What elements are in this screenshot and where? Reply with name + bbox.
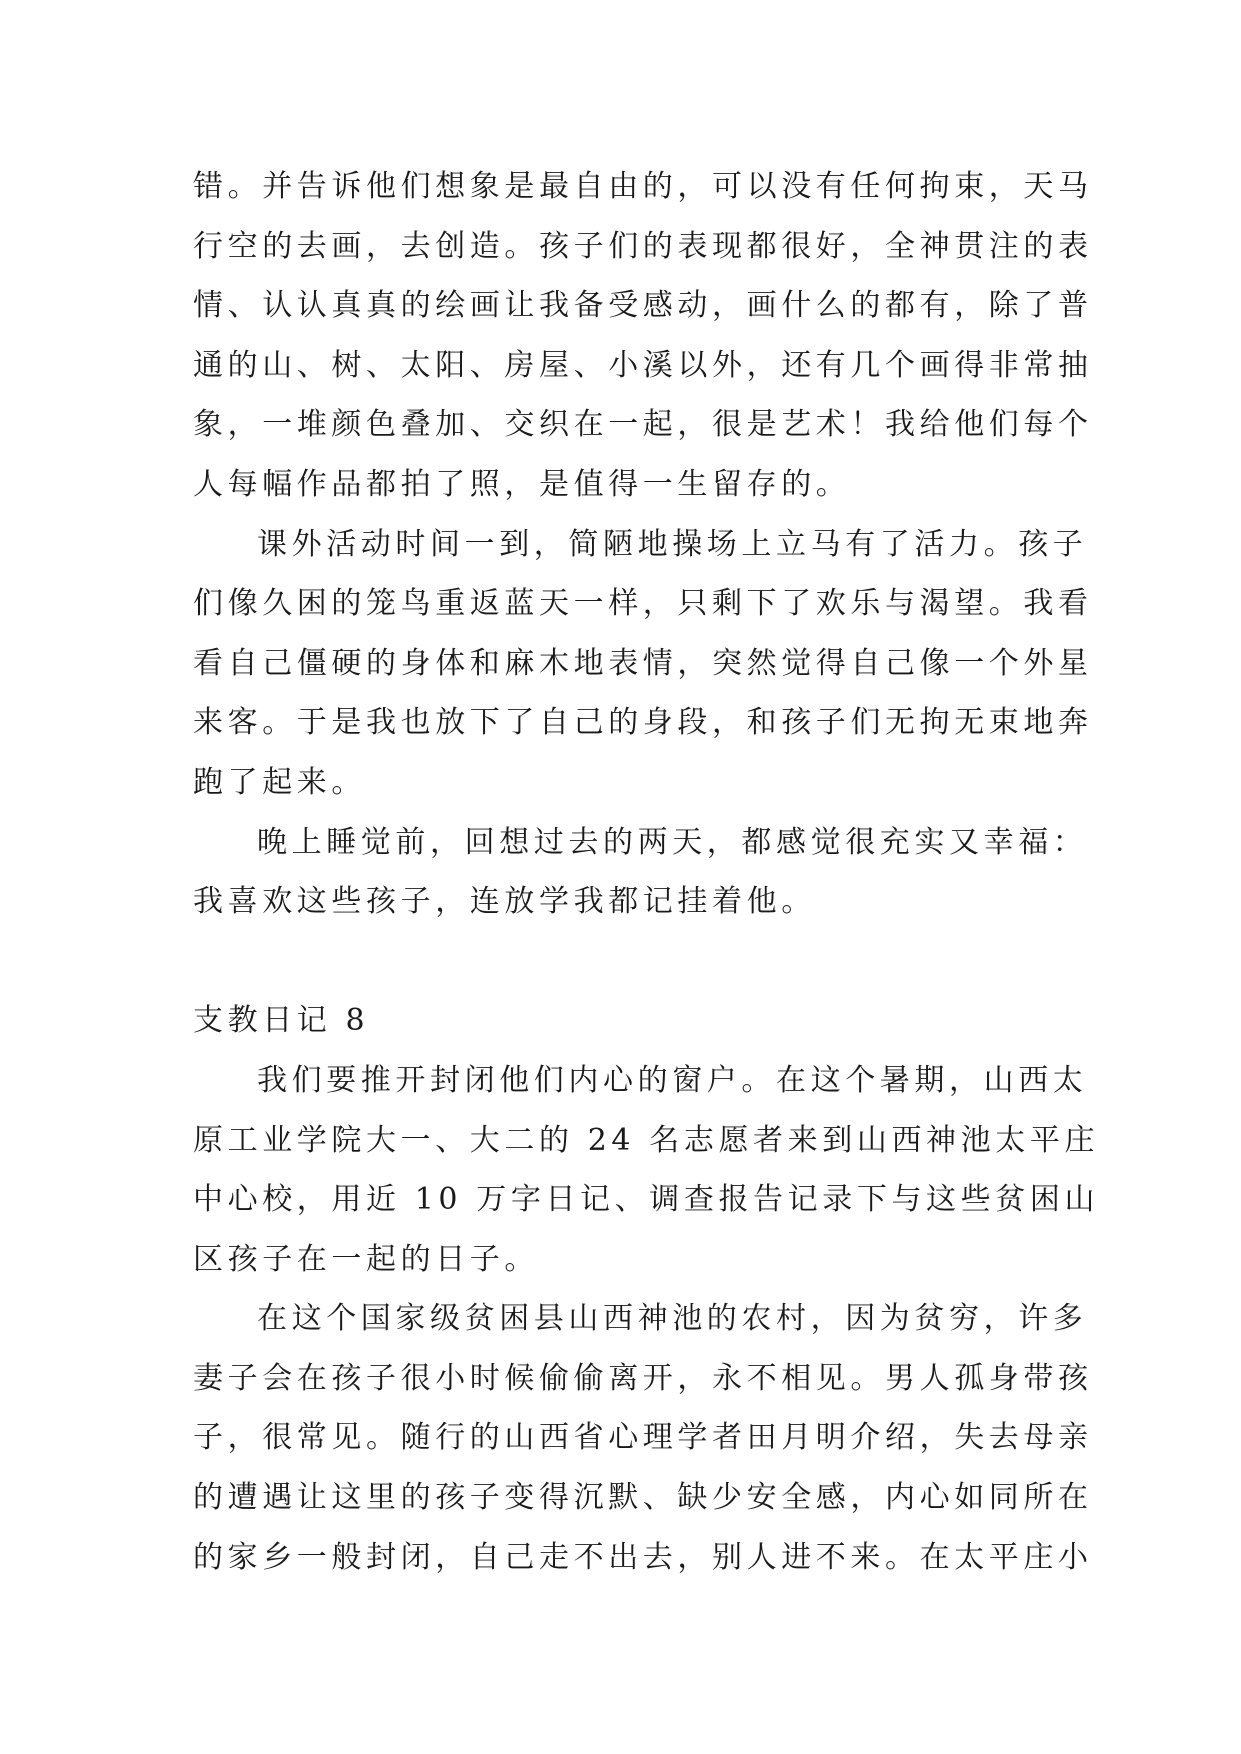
text-line: 妻子会在孩子很小时候偷偷离开，永不相见。男人孤身带孩 bbox=[193, 1360, 1093, 1396]
text-line: 的家乡一般封闭，自己走不出去，别人进不来。在太平庄小 bbox=[193, 1539, 1093, 1575]
text-line: 们像久困的笼鸟重返蓝天一样，只剩下了欢乐与渴望。我看 bbox=[193, 586, 1093, 622]
text-line: 课外活动时间一到，简陋地操场上立马有了活力。孩子 bbox=[257, 526, 1088, 562]
spacer bbox=[193, 932, 1061, 992]
text-line: 在这个国家级贫困县山西神池的农村，因为贫穷，许多 bbox=[257, 1301, 1088, 1337]
text-line: 情、认认真真的绘画让我备受感动，画什么的都有，除了普 bbox=[193, 288, 1093, 324]
paragraph bbox=[193, 813, 1088, 932]
text-line: 通的山、树、太阳、房屋、小溪以外，还有几个画得非常抽 bbox=[193, 347, 1093, 383]
text-line: 我们要推开封闭他们内心的窗户。在这个暑期，山西太 bbox=[257, 1062, 1088, 1098]
paragraph bbox=[193, 157, 1093, 515]
text-line: 象，一堆颜色叠加、交织在一起，很是艺术！我给他们每个 bbox=[193, 407, 1093, 443]
text-line: 错。并告诉他们想象是最自由的，可以没有任何拘束，天马 bbox=[193, 169, 1093, 204]
section-heading: 支教日记 8 bbox=[193, 1003, 370, 1039]
text-line: 晚上睡觉前，回想过去的两天，都感觉很充实又幸福： bbox=[257, 824, 1088, 860]
paragraph bbox=[193, 515, 1093, 813]
text-line: 人每幅作品都拍了照，是值得一生留存的。 bbox=[193, 466, 851, 502]
text-line: 子，很常见。随行的山西省心理学者田月明介绍，失去母亲 bbox=[193, 1420, 1093, 1456]
text-line: 区孩子在一起的日子。 bbox=[193, 1241, 539, 1277]
text-line: 看自己僵硬的身体和麻木地表情，突然觉得自己像一个外星 bbox=[193, 645, 1093, 681]
text-line: 来客。于是我也放下了自己的身段，和孩子们无拘无束地奔 bbox=[193, 705, 1093, 741]
document-page bbox=[193, 157, 1100, 1587]
text-line: 我喜欢这些孩子，连放学我都记挂着他。 bbox=[193, 884, 816, 920]
paragraph bbox=[193, 1289, 1093, 1587]
text-line: 行空的去画，去创造。孩子们的表现都很好，全神贯注的表 bbox=[193, 228, 1093, 264]
text-line: 原工业学院大一、大二的 24 名志愿者来到山西神池太平庄 bbox=[193, 1122, 1100, 1158]
text-line: 的遭遇让这里的孩子变得沉默、缺少安全感，内心如同所在 bbox=[193, 1480, 1093, 1516]
text-line: 中心校，用近 10 万字日记、调查报告记录下与这些贫困山 bbox=[193, 1182, 1100, 1218]
paragraph bbox=[193, 1051, 1100, 1289]
text-line: 跑了起来。 bbox=[193, 764, 366, 800]
